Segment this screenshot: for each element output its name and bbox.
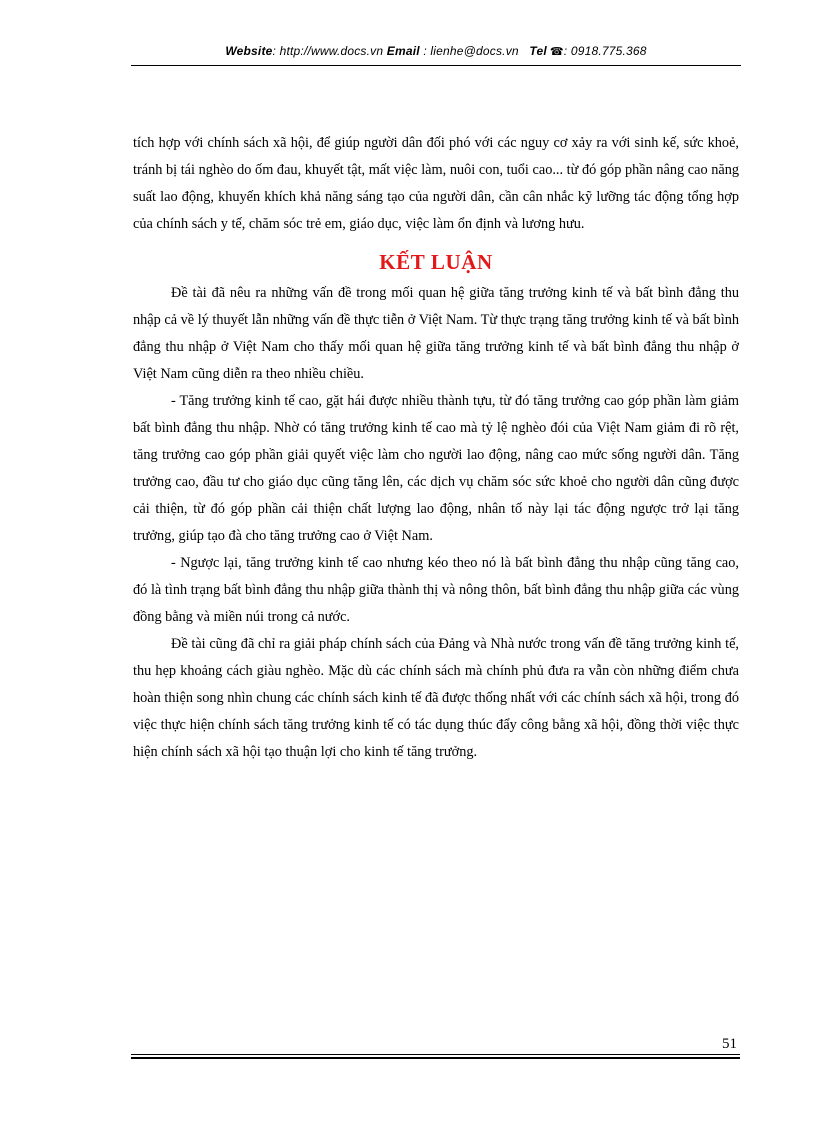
body-paragraph: Đề tài đã nêu ra những vấn đề trong mối quan hệ giữa tăng trưởng kinh tế và bất bình đẳng thu nhập cả về lý thuyết lẫn những vấn đề thực tiễn ở Việt Nam. Từ thực trạng tăng trưởng kinh tế và bất bình đẳng thu nhập ở Việt Nam cho thấy mối quan hệ giữa tăng trưởng kinh tế và bất bình đẳng thu nhập ở Việt Nam cũng diễn ra theo nhiều chiều.	[133, 285, 739, 382]
tel-label: Tel	[529, 44, 547, 58]
page-number: 51	[722, 1036, 737, 1052]
body-paragraph: Đề tài cũng đã chỉ ra giải pháp chính sách của Đảng và Nhà nước trong vấn đề tăng trưởng kinh tế, thu hẹp khoảng cách giàu nghèo. Mặc dù các chính sách mà chính phủ đưa ra vẫn còn những điểm chưa hoàn thiện song nhìn chung các chính sách kinh tế đã được thống nhất với các chính sách xã hội, trong đó việc thực hiện chính sách tăng trưởng kinh tế có tác dụng thúc đẩy công bằng xã hội, đồng thời việc thực hiện chính sách xã hội tạo thuận lợi cho kinh tế tăng trưởng.	[133, 636, 739, 760]
website-label: Website	[225, 44, 273, 58]
header-divider	[131, 65, 741, 66]
footer-divider	[131, 1054, 740, 1055]
header-contact-line	[131, 44, 741, 58]
body-paragraph: - Tăng trưởng kinh tế cao, gặt hái được nhiều thành tựu, từ đó tăng trưởng cao góp phần làm giảm bất bình đẳng thu nhập. Nhờ có tăng trưởng kinh tế cao mà tỷ lệ nghèo đói của Việt Nam giảm đi rõ rệt, tăng trưởng cao góp phần giải quyết việc làm cho người lao động, nâng cao mức sống người dân. Tăng trưởng cao, đầu tư cho giáo dục cũng tăng lên, các dịch vụ chăm sóc sức khoẻ cho người dân cũng được cải thiện, từ đó góp phần cải thiện chất lượng lao động, nhân tố này lại tác động ngược trở lại tăng trưởng, giúp tạo đà cho tăng trưởng cao ở Việt Nam.	[133, 393, 739, 544]
footer-divider-thick	[131, 1057, 740, 1059]
page-header	[131, 44, 741, 68]
document-body	[133, 130, 739, 766]
phone-number: : 0918.775.368	[563, 44, 647, 58]
email-label: Email	[386, 44, 420, 58]
intro-paragraph: tích hợp với chính sách xã hội, để giúp người dân đối phó với các nguy cơ xảy ra với sinh kế, sức khoẻ, tránh bị tái nghèo do ốm đau, khuyết tật, mất việc làm, nuôi con, tuổi cao... từ đó góp phần nâng cao năng suất lao động, khuyến khích khả năng sáng tạo của người dân, cần cân nhắc kỹ lưỡng tác động tổng hợp của chính sách y tế, chăm sóc trẻ em, giáo dục, việc làm ổn định và lương hưu.	[133, 135, 739, 232]
section-title: KẾT LUẬN	[379, 250, 493, 274]
page-footer	[131, 1036, 740, 1066]
website-url: : http://www.docs.vn	[272, 44, 384, 58]
telephone-icon: ☎	[549, 46, 564, 58]
email-address: : lienhe@docs.vn	[419, 44, 519, 58]
body-paragraph: - Ngược lại, tăng trưởng kinh tế cao nhưng kéo theo nó là bất bình đẳng thu nhập cũng tăng cao, đó là tình trạng bất bình đẳng thu nhập giữa thành thị và nông thôn, bất bình đẳng thu nhập giữa các vùng đồng bằng và miền núi trong cả nước.	[133, 555, 739, 625]
